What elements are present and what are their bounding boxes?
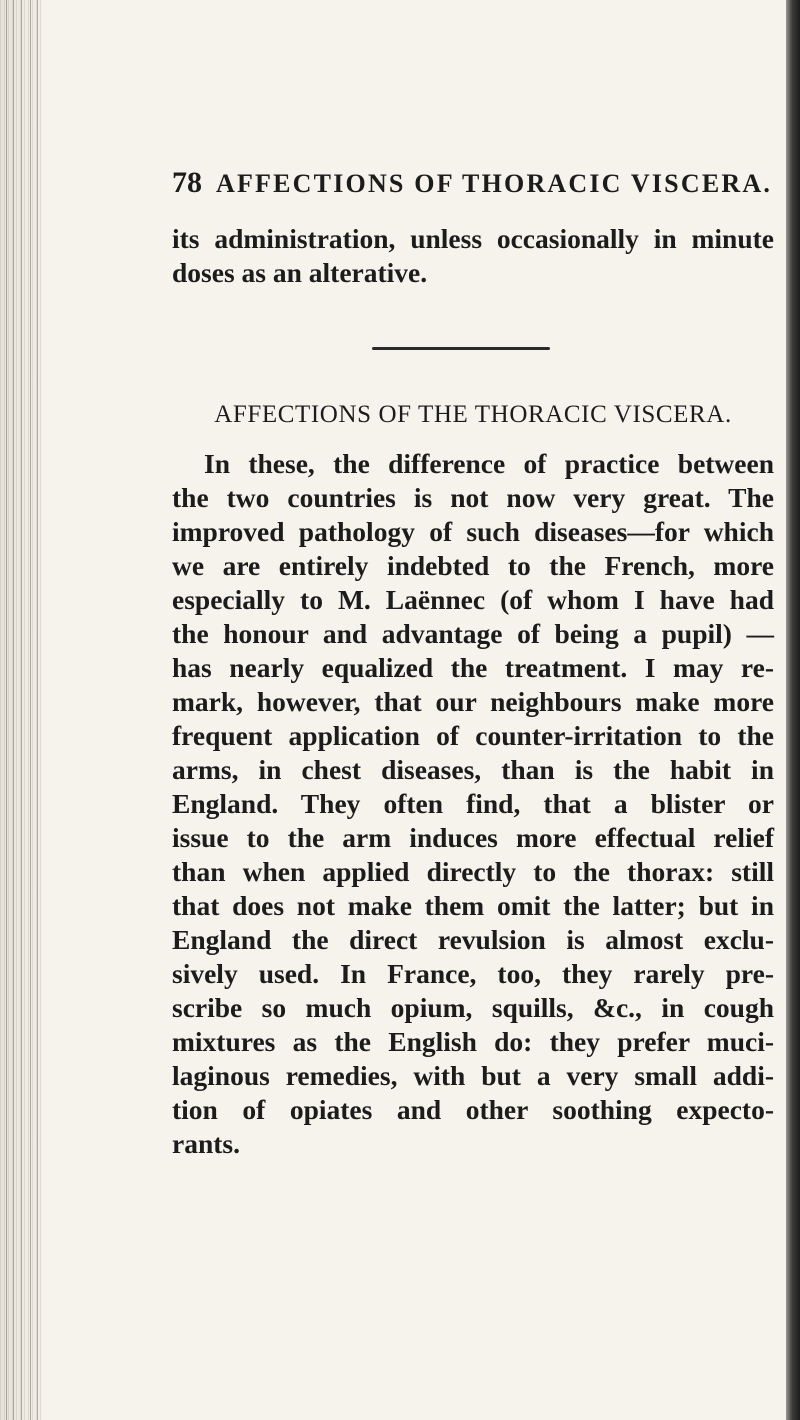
- section-divider: [372, 347, 550, 350]
- text-line: tion of opiates and other soothing expecto-: [172, 1094, 774, 1125]
- text-line: its administration, unless occasionally in minute: [172, 223, 774, 254]
- text-line: improved pathology of such diseases—for which: [172, 516, 774, 547]
- page-edge-shadow: [786, 0, 800, 1420]
- text-line: has nearly equalized the treatment. I may re-: [172, 652, 774, 683]
- text-line: In these, the difference of practice between: [204, 448, 774, 479]
- section-heading: AFFECTIONS OF THE THORACIC VISCERA.: [214, 401, 732, 428]
- text-line: mixtures as the English do: they prefer muci-: [172, 1026, 774, 1057]
- text-line: especially to M. Laënnec (of whom I have had: [172, 584, 774, 615]
- text-line: England the direct revulsion is almost exclu-: [172, 924, 774, 955]
- body-paragraph: [172, 447, 774, 1161]
- text-line: arms, in chest diseases, than is the habit in: [172, 754, 774, 785]
- text-line: issue to the arm induces more effectual relief: [172, 822, 774, 853]
- page-number: 78: [172, 166, 202, 199]
- binding-edge: [0, 0, 42, 1420]
- text-line: the two countries is not now very great. The: [172, 482, 774, 513]
- text-line: scribe so much opium, squills, &c., in cough: [172, 992, 774, 1023]
- text-line: rants.: [172, 1128, 240, 1159]
- text-line: that does not make them omit the latter; but in: [172, 890, 774, 921]
- text-line: laginous remedies, with but a very small addi-: [172, 1060, 774, 1091]
- text-line: mark, however, that our neighbours make more: [172, 686, 774, 717]
- text-line: frequent application of counter-irritation to the: [172, 720, 774, 751]
- continuation-paragraph: [172, 222, 774, 290]
- running-header: [172, 166, 772, 200]
- text-line: England. They often find, that a blister or: [172, 788, 774, 819]
- text-line: the honour and advantage of being a pupil) —: [172, 618, 774, 649]
- running-title: AFFECTIONS OF THORACIC VISCERA.: [216, 169, 773, 198]
- text-line: we are entirely indebted to the French, more: [172, 550, 774, 581]
- text-line: doses as an alterative.: [172, 257, 428, 288]
- text-line: than when applied directly to the thorax: still: [172, 856, 774, 887]
- text-line: sively used. In France, too, they rarely pre-: [172, 958, 774, 989]
